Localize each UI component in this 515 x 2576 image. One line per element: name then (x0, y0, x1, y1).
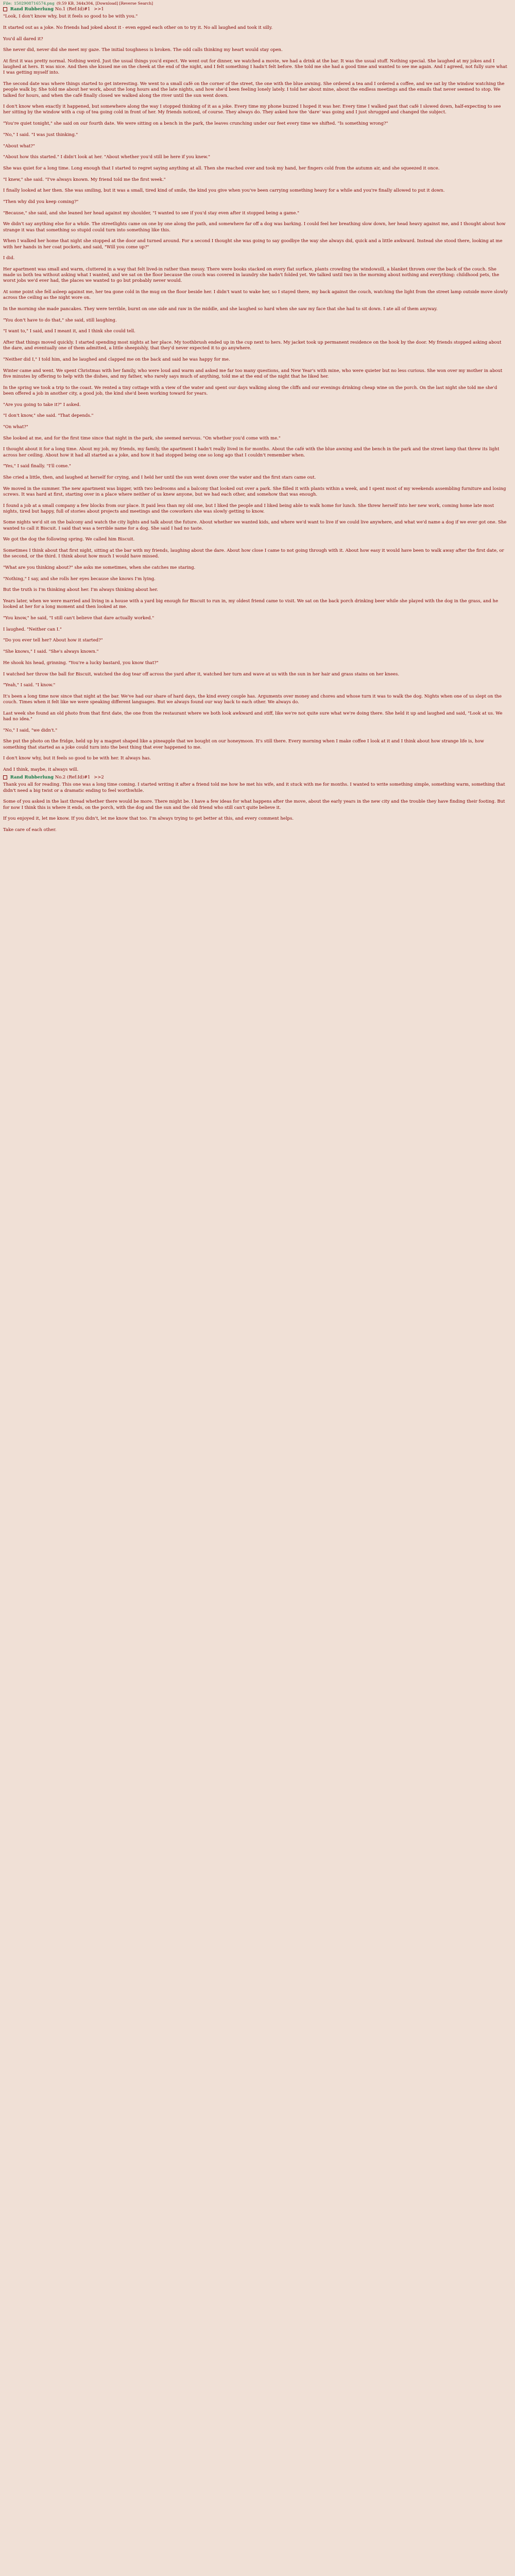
post-paragraph: He shook his head, grinning. "You're a lucky bastard, you know that?" (3, 660, 159, 666)
reply-poster-name: Rand Rubberlung (10, 775, 54, 781)
reply-post-number[interactable]: No.2 (Ref:Id)#1 (55, 775, 91, 781)
post-paragraph: "Because," she said, and she leaned her head against my shoulder, "I wanted to see if you'd stay even after it stopped being a game." (3, 210, 299, 216)
post-paragraph: And I think, maybe, it always will. (3, 767, 79, 773)
post-paragraph: Sometimes I think about that first night, sitting at the bar with my friends, laughing about the dare. About how close I came to not going through with it. About how easy it would have been to walk away after the first date, or the second, or the third. I think about how much I would have missed. (3, 548, 504, 560)
post-number[interactable]: No.1 (Ref:Id)#1 (55, 7, 91, 12)
post-paragraph: "No," I said. "I was just thinking." (3, 132, 78, 138)
post-paragraph: "I don't know," she said. "That depends." (3, 413, 94, 419)
post-paragraph: If you enjoyed it, let me know. If you didn't, let me know that too. I'm always trying to get better at this, and every comment helps. (3, 816, 294, 822)
post-paragraph: "What are you thinking about?" she asks me sometimes, when she catches me staring. (3, 565, 196, 570)
post-paragraph: Years later, when we were married and living in a house with a yard big enough for Biscuit to run in, my oldest friend came to visit. We sat on the back porch drinking beer while she played with the dog in the grass, and he looked at her for a long moment and then looked at me. (3, 599, 499, 610)
post-paragraph: I found a job at a small company a few blocks from our place. It paid less than my old one, but I liked the people and I liked being able to walk home for lunch. She threw herself into her new work, coming home late most nights, tired but happy, full of stories about projects and meetings and the coworkers she was slowly getting to know. (3, 503, 494, 514)
post-paragraph: I did. (3, 256, 15, 261)
post-paragraph: Some nights we'd sit on the balcony and watch the city lights and talk about the future. About whether we wanted kids, and where we'd want to live if we could live anywhere, and what we'd name a dog if we ever got one. She wanted to call it Biscuit. I said that was a terrible name for a dog. She said I had no taste. (3, 520, 507, 531)
post-paragraph: I thought about it for a long time. About my job, my friends, my family, the apartment I hadn't really lived in for months. About the café with the blue awning and the bench in the park and the street lamp that threw its light across her ceiling. About how it had all started as a joke, and how it had stopped being one so long ago that I couldn't remember when. (3, 447, 500, 458)
post-paragraph: At some point she fell asleep against me, her tea gone cold in the mug on the floor beside her. I didn't want to wake her, so I stayed there, my back against the couch, watching the light from the street lamp outside move slowly across the ceiling as the night wore on. (3, 290, 508, 301)
post-paragraph: "She knows," I said. "She's always known." (3, 649, 99, 655)
post-paragraph: "About what?" (3, 143, 35, 149)
file-label: File: (3, 1, 12, 6)
post-paragraph: "Then why did you keep coming?" (3, 199, 79, 205)
post-paragraph: I don't know when exactly it happened, but somewhere along the way I stopped thinking of it as a joke. Every time my phone buzzed I hoped it was her. Every time I walked past that café I slowed down, half-expecting to see her sitting by the window with a cup of tea going cold in front of her. My friends noticed, of course. They always do. They asked how the 'dare' was going and I just shrugged and changed the subject. (3, 104, 501, 115)
post-paragraph: At first it was pretty normal. Nothing weird. Just the usual things you'd expect. We went out for dinner, we watched a movie, we had a drink at the bar. It was the usual stuff. Nothing special. She laughed at my jokes and I laughed at hers. It was nice. And then she kissed me on the cheek at the end of the night, and I felt something I hadn't felt before. She told me she had a good time and wanted to see me again. And I agreed, not fully sure what I was getting myself into. (3, 59, 507, 76)
post-paragraph: "You know," he said, "I still can't believe that dare actually worked." (3, 616, 154, 621)
post-paragraph: "Look, I don't know why, but it feels so good to be with you." (3, 14, 138, 20)
post-paragraph: It started out as a joke. No friends had joked about it - even egged each other on to try it. No all laughed and took it silly. (3, 25, 273, 30)
post-paragraph: I don't know why, but it feels so good to be with her. It always has. (3, 756, 151, 761)
post-paragraph: "I knew," she said. "I've always known. My friend told me the first week." (3, 177, 166, 182)
post-paragraph: We got the dog the following spring. We called him Biscuit. (3, 537, 135, 543)
reply-checkbox[interactable] (3, 775, 7, 779)
post-paragraph: Winter came and went. We spent Christmas with her family, who were loud and warm and asked me far too many questions, and New Year's with mine, who were quieter but no less curious. She won over my mother in about five minutes by offering to help with the dishes, and my father, who rarely says much of anything, told me at the end of the night that he liked her. (3, 368, 503, 379)
post-paragraph: She never did, never did she meet my gaze. The initial toughness is broken. The odd calls thinking my heart would stay open. (3, 47, 283, 53)
post-paragraph: We moved in the summer. The new apartment was bigger, with two bedrooms and a balcony that looked out over a park. She filled it with plants within a week, and I spent most of my weekends assembling furniture and losing screws. It was hard at first, starting over in a place where neither of us knew anyone, but we had each other, and somehow that was enough. (3, 486, 506, 497)
post-paragraph: "On what?" (3, 424, 28, 430)
post-body (3, 14, 508, 773)
post-paragraph: Last week she found an old photo from that first date, the one from the restaurant where we both look awkward and stiff, like we're not quite sure what we're doing there. She held it up and laughed and said, "Look at us. We had no idea." (3, 710, 503, 722)
post-paragraph: But the truth is I'm thinking about her. I'm always thinking about her. (3, 587, 158, 593)
post-paragraph: She put the photo on the fridge, held up by a magnet shaped like a pineapple that we bought on our honeymoon. It's still there. Every morning when I make coffee I look at it and I think about how strange life is, how something that started as a joke could turn into the best thing that ever happened to me. (3, 739, 484, 750)
post-paragraph: When I walked her home that night she stopped at the door and turned around. For a second I thought she was going to say goodbye the way she always did, quick and a little awkward. Instead she stood there, looking at me with her hands in her coat pockets, and said, "Will you come up?" (3, 239, 503, 250)
poster-name: Rand Rubberlung (10, 7, 54, 12)
post-paragraph: "I want to," I said, and I meant it, and I think she could tell. (3, 329, 135, 334)
post-checkbox[interactable] (3, 7, 7, 11)
post-header (3, 7, 512, 12)
file-link[interactable]: 1502908716574.png (13, 1, 55, 6)
post-paragraph: "Yes," I said finally. "I'll come." (3, 464, 71, 469)
post-paragraph: "You don't have to do that," she said, still laughing. (3, 317, 117, 323)
post-paragraph: "About how this started." I didn't look at her. "About whether you'd still be here if you knew." (3, 155, 211, 160)
post-paragraph: "Are you going to take it?" I asked. (3, 402, 81, 408)
reply-body (3, 782, 508, 833)
post-paragraph: I finally looked at her then. She was smiling, but it was a small, tired kind of smile, the kind you give when you've been carrying something heavy for a while and you're finally allowed to put it down. (3, 188, 445, 194)
post-paragraph: We didn't say anything else for a while. The streetlights came on one by one along the path, and somewhere far off a dog was barking. I could feel her breathing slow down, her head heavy against me, and I thought about how strange it was that something so stupid could turn into something like this. (3, 222, 506, 233)
post-paragraph: "Nothing," I say, and she rolls her eyes because she knows I'm lying. (3, 576, 156, 582)
post-quicklink[interactable]: >>1 (94, 7, 104, 12)
post-paragraph: Some of you asked in the last thread whether there would be more. There might be. I have a few ideas for what happens after the move, about the early years in the new city and the trouble they have finding their footing. But for now I think this is where it ends, on the porch, with the dog and the sun and the old friend who still can't quite believe it. (3, 799, 505, 810)
post-paragraph: She looked at me, and for the first time since that night in the park, she seemed nervous. "On whether you'd come with me." (3, 435, 281, 441)
story-body (3, 59, 508, 773)
file-info (3, 1, 512, 6)
post-paragraph: I laughed. "Neither can I." (3, 626, 62, 632)
post-paragraph: You'd all dared it? (3, 36, 43, 42)
post-paragraph: In the spring we took a trip to the coast. We rented a tiny cottage with a view of the water and spent our days walking along the cliffs and our evenings drinking cheap wine on the porch. On the last night she told me she'd been offered a job in another city, a good job, the kind she'd been working toward for years. (3, 385, 497, 396)
post-paragraph: She was quiet for a long time. Long enough that I started to regret saying anything at all. Then she reached over and took my hand, her fingers cold from the autumn air, and she squeezed it once. (3, 165, 440, 171)
post-paragraph: After that things moved quickly. I started spending most nights at her place. My toothbrush ended up in the cup next to hers. My jacket took up permanent residence on the hook by the door. My friends stopped asking about the dare, and eventually one of them admitted, a little sheepishly, that they'd never expected it to go anywhere. (3, 340, 502, 351)
post-paragraph: "You're quiet tonight," she said on our fourth date. We were sitting on a bench in the park, the leaves crunching under our feet every time we shifted. "Is something wrong?" (3, 121, 388, 127)
post-paragraph: She cried a little, then, and laughed at herself for crying, and I held her until the sun went down over the water and the first stars came out. (3, 474, 316, 480)
post-paragraph: Her apartment was small and warm, cluttered in a way that felt lived-in rather than messy. There were books stacked on every flat surface, plants crowding the windowsill, a blanket thrown over the back of the couch. She made us both tea without asking what I wanted, and we sat on the floor because the couch was covered in laundry she hadn't folded yet. We talked until two in the morning about nothing and everything: childhood pets, the worst jobs we'd ever had, the places we wanted to go but probably never would. (3, 266, 500, 284)
post-paragraph: The second date was where things started to get interesting. We went to a small café on the corner of the street, the one with the blue awning. She ordered a tea and I ordered a coffee, and we sat by the window watching the people walk by. She told me about her work, about the long hours and the late nights, and how she'd been feeling lonely lately. I told her about mine, about the endless meetings and the emails that never seemed to stop. We talked for hours, and when the café finally closed we walked along the river until the sun went down. (3, 81, 505, 98)
post-paragraph: "No," I said, "we didn't." (3, 727, 58, 733)
post-paragraph: "Do you ever tell her? About how it started?" (3, 638, 103, 643)
post-paragraph: In the morning she made pancakes. They were terrible, burnt on one side and raw in the middle, and she laughed so hard when she saw my face that she had to sit down. I ate all of them anyway. (3, 307, 438, 312)
reply-header (3, 775, 512, 781)
thread-page (0, 0, 515, 833)
post-paragraph: Thank you all for reading. This one was a long time coming. I started writing it after a friend told me how he met his wife, and it stuck with me for months. I wanted to write something simple, something warm, something that didn't need a big twist or a dramatic ending to feel worthwhile. (3, 782, 505, 793)
post-paragraph: "Yeah," I said. "I know." (3, 683, 56, 688)
post-paragraph: I watched her throw the ball for Biscuit, watched the dog tear off across the yard after it, watched her turn and wave at us with the sun in her hair and grass stains on her knees. (3, 671, 400, 677)
reply-quicklink[interactable]: >>2 (94, 775, 104, 781)
post-paragraph: Take care of each other. (3, 827, 57, 833)
file-meta: (9.59 KB, 344x304, [Download] [Reverse Search] (56, 1, 153, 6)
post-paragraph: "Neither did I," I told him, and he laughed and clapped me on the back and said he was happy for me. (3, 357, 230, 363)
post-paragraph: It's been a long time now since that night at the bar. We've had our share of hard days, the kind every couple has. Arguments over money and chores and whose turn it was to walk the dog. Nights when one of us slept on the couch. Times when it felt like we were speaking different languages. But we always found our way back to each other. We always do. (3, 693, 502, 705)
